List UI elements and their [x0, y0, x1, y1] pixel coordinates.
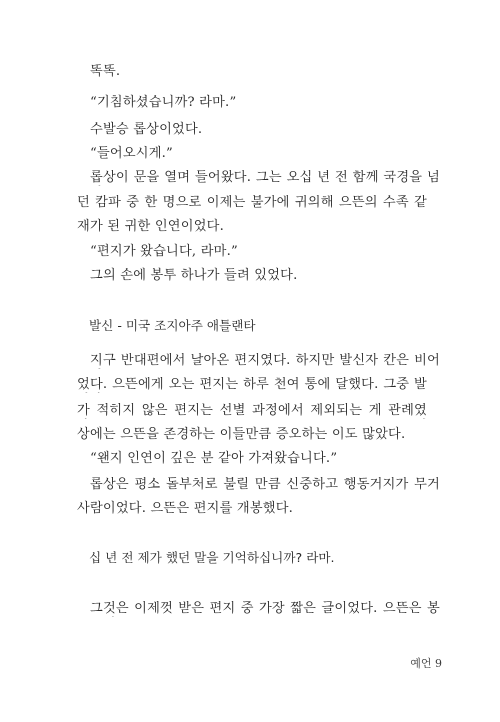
text-line: 그의 손에 봉투 하나가 들려 있었다. [90, 268, 298, 283]
text-line: 똑똑. [90, 64, 121, 79]
text-line: “왠지 인연이 깊은 분 같아 가져왔습니다.” [90, 451, 338, 466]
page-footer: 예언 9 [410, 657, 442, 670]
text-line: “들어오시게.” [90, 146, 173, 161]
text-line: 재가 된 귀한 인연이었다. [77, 219, 224, 234]
text-line: 사람이었다. 으뜬은 편지를 개봉했다. [77, 501, 294, 516]
text-line: 수발승 롭상이었다. [90, 122, 203, 137]
text-line: 지구 반대편에서 날아온 편지였다. 하지만 발신자 칸은 비어 [90, 353, 440, 368]
text-line: 그것은 이제껏 받은 편지 중 가장 짧은 글이었다. 으뜬은 봉 [90, 601, 440, 616]
text-line: 던 캄파 중 한 명으로 이제는 불가에 귀의해 으뜬의 수족 같 [77, 195, 427, 210]
letter-origin-heading: 발신 - 미국 조지아주 애틀랜타 [89, 318, 256, 333]
text-line: 롭상이 문을 열며 들어왔다. 그는 오십 년 전 함께 국경을 넘 [90, 170, 440, 185]
text-line: 었다. 으뜬에게 오는 편지는 하루 천여 통에 달했다. 그중 발 [77, 377, 427, 392]
text-line: “편지가 왔습니다, 라마.” [90, 244, 238, 259]
letter-content-line: 십 년 전 제가 했던 말을 기억하십니까? 라마. [89, 550, 335, 565]
text-line: 롭상은 평소 돌부처로 불릴 만큼 신중하고 행동거지가 무거 [90, 477, 440, 492]
text-line: “기침하셨습니까? 라마.” [90, 95, 237, 110]
text-line: 상에는 으뜬을 존경하는 이들만큼 증오하는 이도 많았다. [77, 427, 406, 442]
text-line: 가 적히지 않은 편지는 선별 과정에서 제외되는 게 관례였 [77, 403, 427, 418]
